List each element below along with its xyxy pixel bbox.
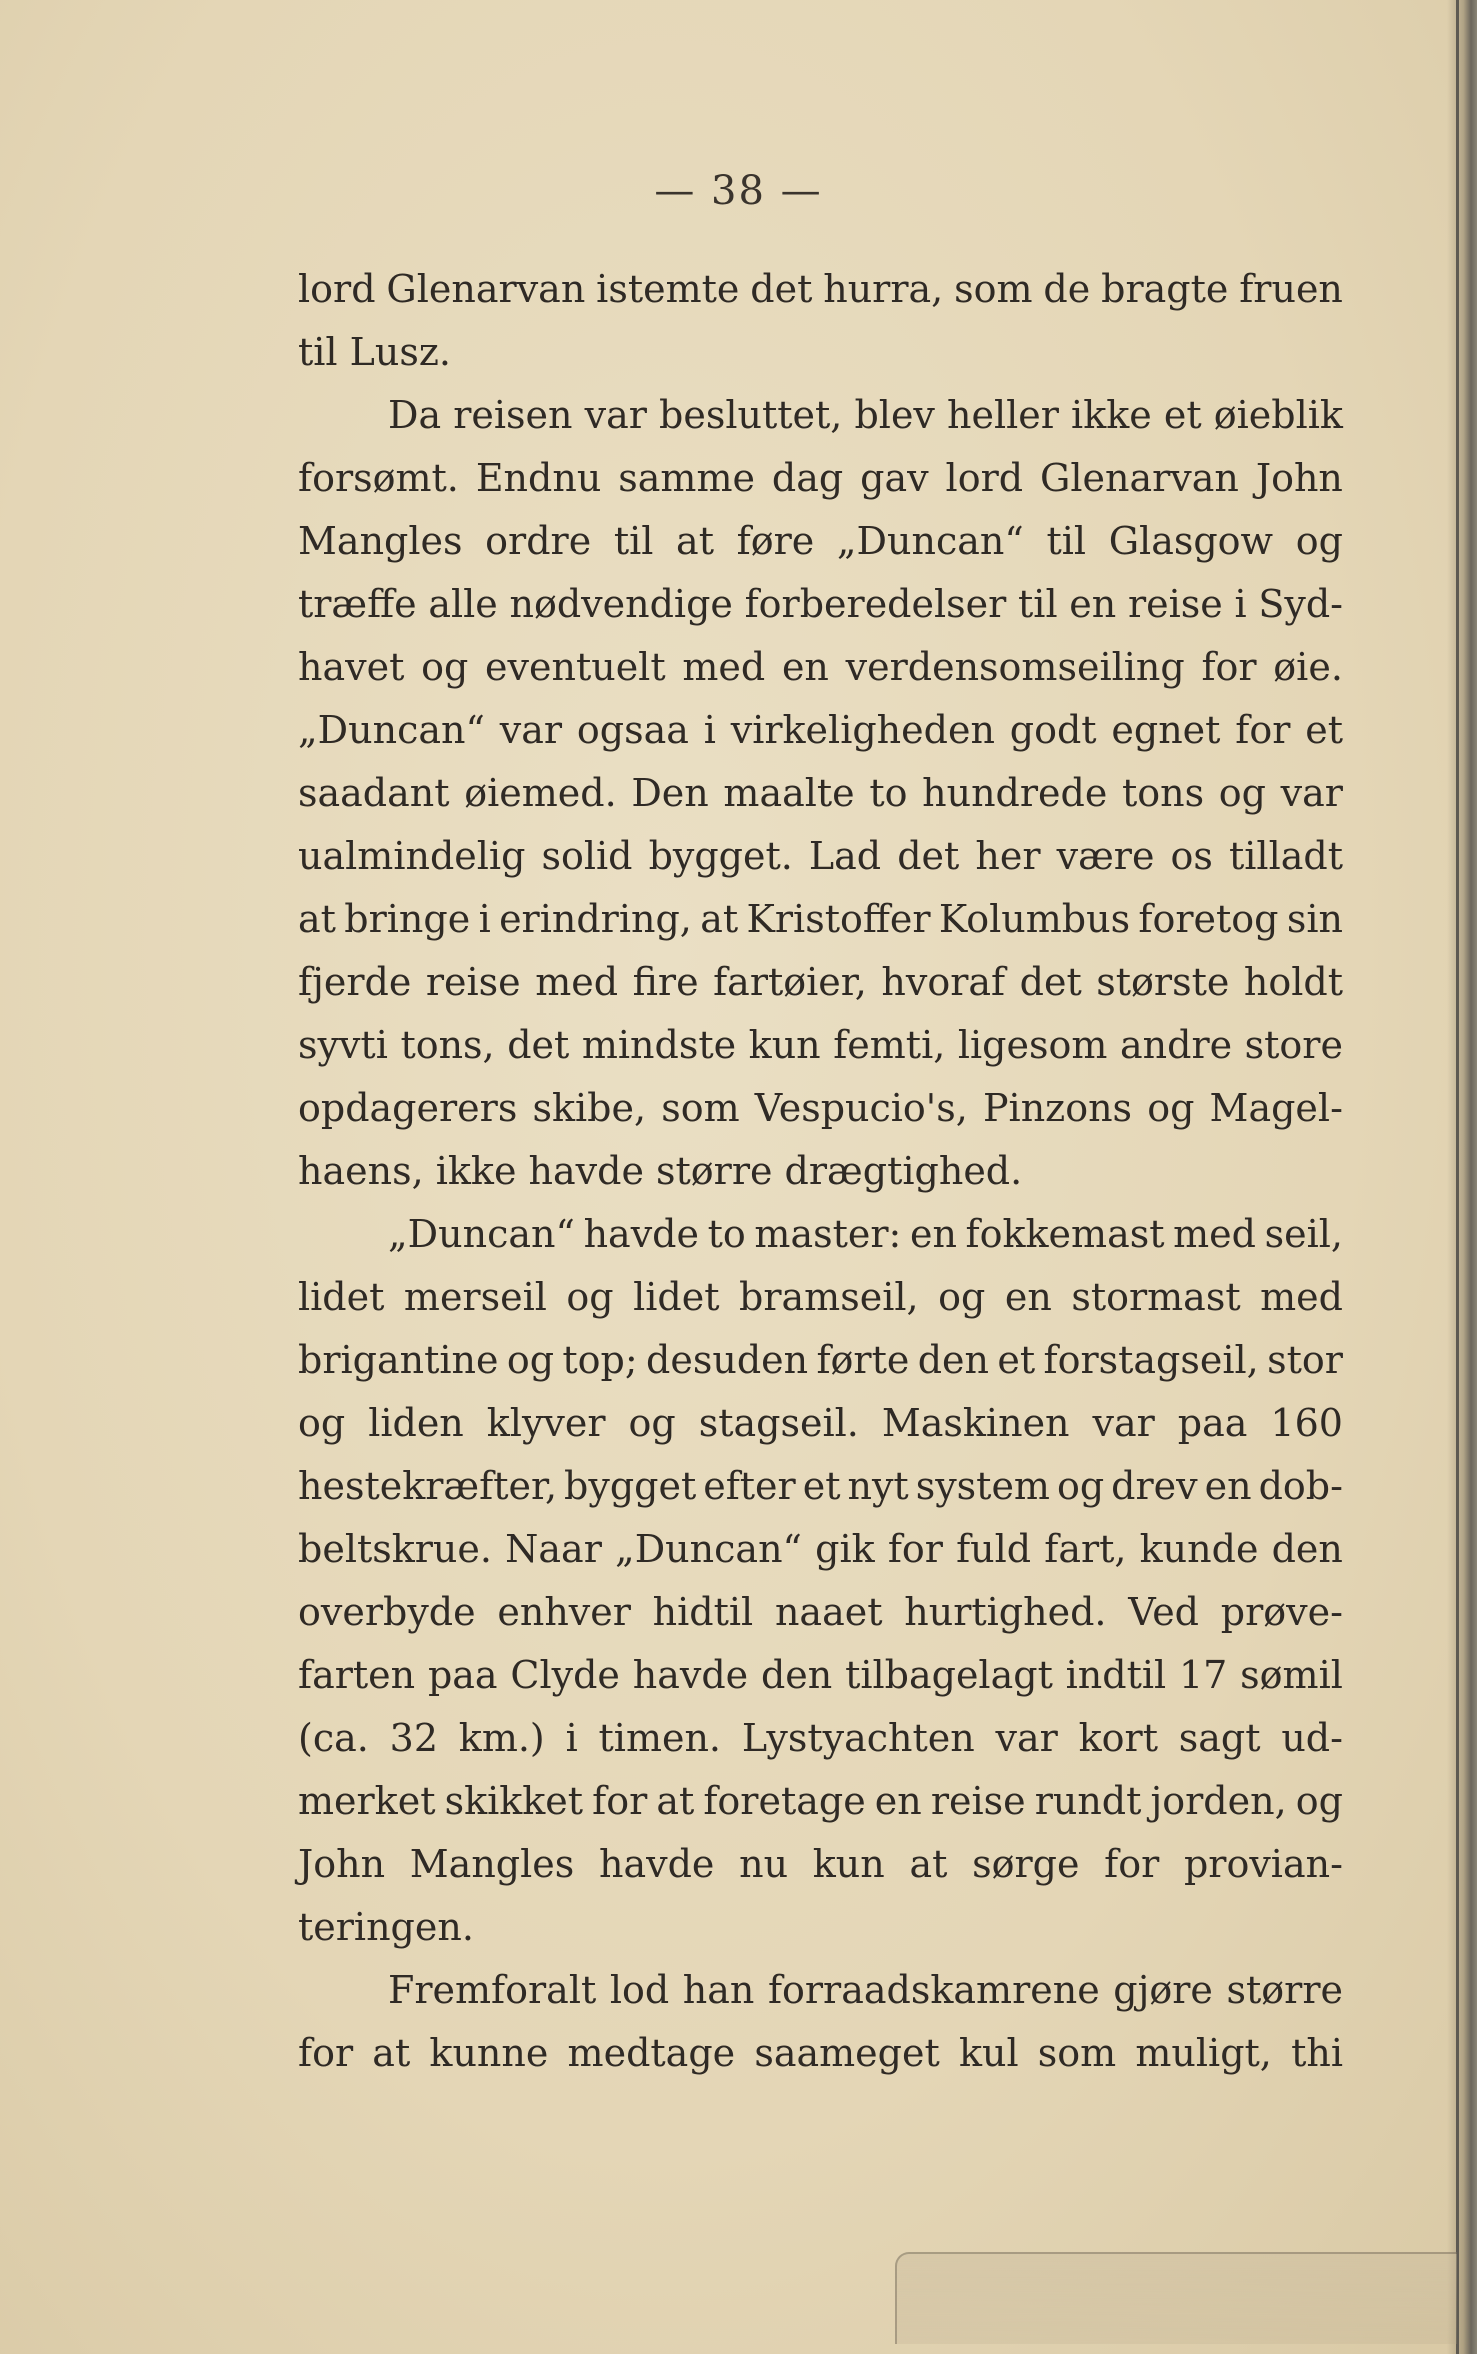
word: hidtil (652, 1590, 754, 1634)
word: et (997, 1338, 1036, 1382)
word: fartøier, (713, 960, 867, 1004)
word: 32 (389, 1716, 438, 1760)
word: erindring, (499, 897, 692, 941)
word: en (1069, 582, 1117, 626)
word: med (682, 645, 766, 689)
word: det (750, 267, 813, 311)
word: og (628, 1401, 676, 1445)
word: for (1104, 1842, 1160, 1886)
word: han (682, 1968, 755, 2012)
text-line (298, 573, 1343, 636)
word: opdagerers (298, 1086, 518, 1130)
word: øiemed. (464, 771, 617, 815)
word: dag (771, 456, 844, 500)
word: det (1019, 960, 1082, 1004)
word: thi (1291, 2031, 1343, 2075)
word: stor (1267, 1338, 1343, 1382)
word: som (1037, 2031, 1117, 2075)
word: paa (1177, 1401, 1248, 1445)
word: den (917, 1338, 990, 1382)
text-line (298, 384, 1343, 447)
word: jorden, (1150, 1779, 1287, 1823)
word: andre (1119, 1023, 1233, 1067)
word: Den (631, 771, 709, 815)
word: reise (425, 960, 521, 1004)
word: kul (958, 2031, 1019, 2075)
word: ud- (1281, 1716, 1343, 1760)
word: kunde (1139, 1527, 1259, 1571)
word: provian- (1183, 1842, 1343, 1886)
word: bygget. (648, 834, 793, 878)
text-line (298, 825, 1343, 888)
word: istemte (596, 267, 740, 311)
page-corner-fold (895, 2252, 1457, 2344)
word: var (1092, 1401, 1155, 1445)
word: kun (748, 1023, 821, 1067)
word: sørge (972, 1842, 1080, 1886)
word: som (954, 267, 1033, 311)
word: her (975, 834, 1041, 878)
word: med (1173, 1212, 1256, 1256)
word: John (298, 1842, 386, 1886)
word: saameget (754, 2031, 940, 2075)
word: master: (754, 1212, 902, 1256)
word: godt (1009, 708, 1097, 752)
word: havde (598, 1842, 715, 1886)
book-spine-shadow (1447, 0, 1477, 2354)
word: kun (812, 1842, 885, 1886)
word: enhver (497, 1590, 631, 1634)
word: eventuelt (485, 645, 666, 689)
word: gik (815, 1527, 875, 1571)
text-line (298, 1266, 1343, 1329)
word: ligesom (957, 1023, 1108, 1067)
word: ualmindelig (298, 834, 526, 878)
word: tons (1122, 771, 1205, 815)
word: maalte (723, 771, 855, 815)
word: fire (632, 960, 699, 1004)
word: det (507, 1023, 570, 1067)
word: var (995, 1716, 1058, 1760)
word: Da (388, 393, 442, 437)
word: beltskrue. (298, 1527, 492, 1571)
body-text (298, 258, 1343, 2085)
word: og (506, 1338, 555, 1382)
word: store (1244, 1023, 1343, 1067)
word: nyt (847, 1464, 909, 1508)
word: stormast (1071, 1275, 1241, 1319)
word: i (703, 708, 716, 752)
text-line (298, 1833, 1343, 1896)
word: Lystyachten (741, 1716, 975, 1760)
word: Pinzons (982, 1086, 1133, 1130)
word: for (298, 2031, 354, 2075)
word: timen. (598, 1716, 722, 1760)
word: lidet (633, 1275, 720, 1319)
word: en (1004, 1275, 1052, 1319)
word: en (1204, 1464, 1252, 1508)
word: tons, (400, 1023, 495, 1067)
word: bramseil, (739, 1275, 919, 1319)
word: tilladt (1229, 834, 1343, 878)
word: Clyde (510, 1653, 620, 1697)
word: stagseil. (698, 1401, 859, 1445)
text-line: teringen. (298, 1905, 474, 1949)
word: egnet (1111, 708, 1221, 752)
word: til (1018, 582, 1058, 626)
word: et (1305, 708, 1343, 752)
word: større (1226, 1968, 1343, 2012)
word: og (421, 645, 469, 689)
text-line (298, 636, 1343, 699)
word: for (592, 1779, 648, 1823)
word: Glasgow (1108, 519, 1274, 563)
word: at (656, 1779, 695, 1823)
word: ikke (1071, 393, 1152, 437)
word: hurtighed. (904, 1590, 1107, 1634)
word: Kristoffer (746, 897, 931, 941)
word: ogsaa (576, 708, 689, 752)
word: at (298, 897, 336, 941)
word: forraadskamrene (767, 1968, 1100, 2012)
word: som (661, 1086, 740, 1130)
word: desuden (646, 1338, 809, 1382)
text-line (298, 1392, 1343, 1455)
word: seil, (1264, 1212, 1343, 1256)
word: og (566, 1275, 614, 1319)
word: og (298, 1401, 346, 1445)
text-line (298, 258, 1343, 321)
word: for (1201, 645, 1257, 689)
word: hvoraf (881, 960, 1006, 1004)
word: øie. (1273, 645, 1343, 689)
text-line (298, 1203, 1343, 1266)
word: havet (298, 645, 405, 689)
word: farten (298, 1653, 416, 1697)
word: Syd- (1258, 582, 1343, 626)
word: kunne (429, 2031, 549, 2075)
word: femti, (833, 1023, 946, 1067)
word: naaet (774, 1590, 883, 1634)
word: reisen (453, 393, 573, 437)
text-line (298, 1581, 1343, 1644)
text-line (298, 1077, 1343, 1140)
word: nødvendige (509, 582, 733, 626)
word: syvti (298, 1023, 388, 1067)
word: indtil (1065, 1653, 1167, 1697)
word: gjøre (1113, 1968, 1213, 2012)
word: top; (562, 1338, 638, 1382)
text-line (298, 1455, 1343, 1518)
word: verdensomseiling (845, 645, 1185, 689)
word: en (909, 1212, 957, 1256)
word: medtage (567, 2031, 736, 2075)
word: og (1295, 519, 1343, 563)
word: foretage (703, 1779, 866, 1823)
word: Vespucio's, (754, 1086, 968, 1130)
word: besluttet, (659, 393, 843, 437)
book-spine-edge (1456, 0, 1459, 2354)
word: fokkemast (965, 1212, 1165, 1256)
word: den (760, 1653, 833, 1697)
text-line (298, 699, 1343, 762)
word: (ca. (298, 1716, 369, 1760)
word: merket (298, 1779, 436, 1823)
word: lord (298, 267, 376, 311)
word: reise (1127, 582, 1223, 626)
text-line (298, 1770, 1343, 1833)
word: saadant (298, 771, 450, 815)
word: gav (860, 456, 929, 500)
word: skikket (444, 1779, 584, 1823)
word: fjerde (298, 960, 412, 1004)
word: og (1295, 1779, 1343, 1823)
word: og (1218, 771, 1266, 815)
word: alle (428, 582, 498, 626)
text-line: haens, ikke havde større drægtighed. (298, 1149, 1023, 1193)
word: Kolumbus (938, 897, 1131, 941)
word: Lad (808, 834, 882, 878)
word: til (613, 519, 654, 563)
word: øieblik (1213, 393, 1343, 437)
word: hurra, (823, 267, 944, 311)
word: 17 (1179, 1653, 1228, 1697)
word: ordre (485, 519, 592, 563)
word: Magel- (1209, 1086, 1343, 1130)
word: efter (703, 1464, 796, 1508)
text-line (298, 888, 1343, 951)
word: holdt (1243, 960, 1343, 1004)
word: forstagseil, (1043, 1338, 1259, 1382)
word: „Duncan“ (615, 1527, 802, 1571)
word: med (535, 960, 619, 1004)
word: John (1255, 456, 1343, 500)
word: dob- (1258, 1464, 1343, 1508)
text-line (298, 1959, 1343, 2022)
word: de (1043, 267, 1091, 311)
word: tilbagelagt (845, 1653, 1053, 1697)
word: forberedelser (744, 582, 1007, 626)
word: Maskinen (881, 1401, 1070, 1445)
word: bringe (344, 897, 471, 941)
word: træffe (298, 582, 417, 626)
word: liden (368, 1401, 464, 1445)
word: til (1046, 519, 1087, 563)
word: reise (930, 1779, 1026, 1823)
text-line (298, 1518, 1343, 1581)
word: to (707, 1212, 746, 1256)
text-line (298, 951, 1343, 1014)
word: var (1280, 771, 1343, 815)
text-line (298, 1707, 1343, 1770)
word: Ved (1128, 1590, 1200, 1634)
word: bygget (564, 1464, 697, 1508)
word: at (676, 519, 714, 563)
word: havde (583, 1212, 699, 1256)
word: lod (609, 1968, 670, 2012)
text-line (298, 2022, 1343, 2085)
word: merseil (403, 1275, 547, 1319)
word: to (869, 771, 908, 815)
word: rundt (1034, 1779, 1142, 1823)
text-line (298, 1014, 1343, 1077)
word: at (909, 1842, 948, 1886)
word: foretog (1138, 897, 1279, 941)
word: Fremforalt (388, 1968, 597, 2012)
word: største (1096, 960, 1230, 1004)
word: for (1235, 708, 1291, 752)
word: et (1163, 393, 1202, 437)
word: bragte (1101, 267, 1229, 311)
text-line: til Lusz. (298, 330, 451, 374)
word: Endnu (475, 456, 602, 500)
word: i (478, 897, 491, 941)
word: solid (541, 834, 633, 878)
word: nu (739, 1842, 789, 1886)
word: en (874, 1779, 922, 1823)
word: i (565, 1716, 578, 1760)
word: og (938, 1275, 986, 1319)
page-number: — 38 — (654, 168, 823, 214)
text-line (298, 1644, 1343, 1707)
word: kort (1078, 1716, 1158, 1760)
word: førte (816, 1338, 910, 1382)
word: virkeligheden (730, 708, 995, 752)
word: samme (618, 456, 755, 500)
word: hestekræfter, (298, 1464, 558, 1508)
word: fart, (1044, 1527, 1127, 1571)
word: mindste (581, 1023, 737, 1067)
word: være (1056, 834, 1155, 878)
word: Mangles (298, 519, 463, 563)
word: lidet (298, 1275, 385, 1319)
word: skibe, (532, 1086, 647, 1130)
word: km.) (458, 1716, 545, 1760)
word: en (781, 645, 829, 689)
word: var (584, 393, 647, 437)
word: paa (427, 1653, 498, 1697)
word: drev (1111, 1464, 1198, 1508)
word: Naar (505, 1527, 602, 1571)
text-line (298, 447, 1343, 510)
word: lord (945, 456, 1024, 500)
word: sømil (1240, 1653, 1343, 1697)
word: klyver (486, 1401, 606, 1445)
word: i (1234, 582, 1247, 626)
word: det (897, 834, 960, 878)
word: „Duncan“ (836, 519, 1024, 563)
word: fuld (956, 1527, 1032, 1571)
word: og (1056, 1464, 1105, 1508)
word: føre (736, 519, 815, 563)
word: for (887, 1527, 943, 1571)
word: sin (1286, 897, 1343, 941)
word: med (1260, 1275, 1343, 1319)
word: 160 (1270, 1401, 1343, 1445)
text-line (298, 1329, 1343, 1392)
word: „Duncan“ (388, 1212, 575, 1256)
text-line (298, 510, 1343, 573)
word: heller (947, 393, 1059, 437)
word: var (499, 708, 563, 752)
word: havde (632, 1653, 749, 1697)
word: overbyde (298, 1590, 476, 1634)
word: sagt (1178, 1716, 1261, 1760)
word: hundrede (922, 771, 1108, 815)
word: forsømt. (298, 456, 459, 500)
word: et (802, 1464, 841, 1508)
word: og (1147, 1086, 1195, 1130)
word: at (700, 897, 739, 941)
word: prøve- (1220, 1590, 1343, 1634)
word: Mangles (409, 1842, 575, 1886)
word: blev (854, 393, 935, 437)
text-line (298, 762, 1343, 825)
word: fruen (1239, 267, 1343, 311)
word: brigantine (298, 1338, 499, 1382)
word: „Duncan“ (298, 708, 485, 752)
word: muligt, (1135, 2031, 1272, 2075)
word: at (372, 2031, 411, 2075)
word: Glenarvan (386, 267, 586, 311)
word: system (915, 1464, 1050, 1508)
word: Glenarvan (1040, 456, 1239, 500)
word: den (1271, 1527, 1343, 1571)
word: os (1170, 834, 1213, 878)
